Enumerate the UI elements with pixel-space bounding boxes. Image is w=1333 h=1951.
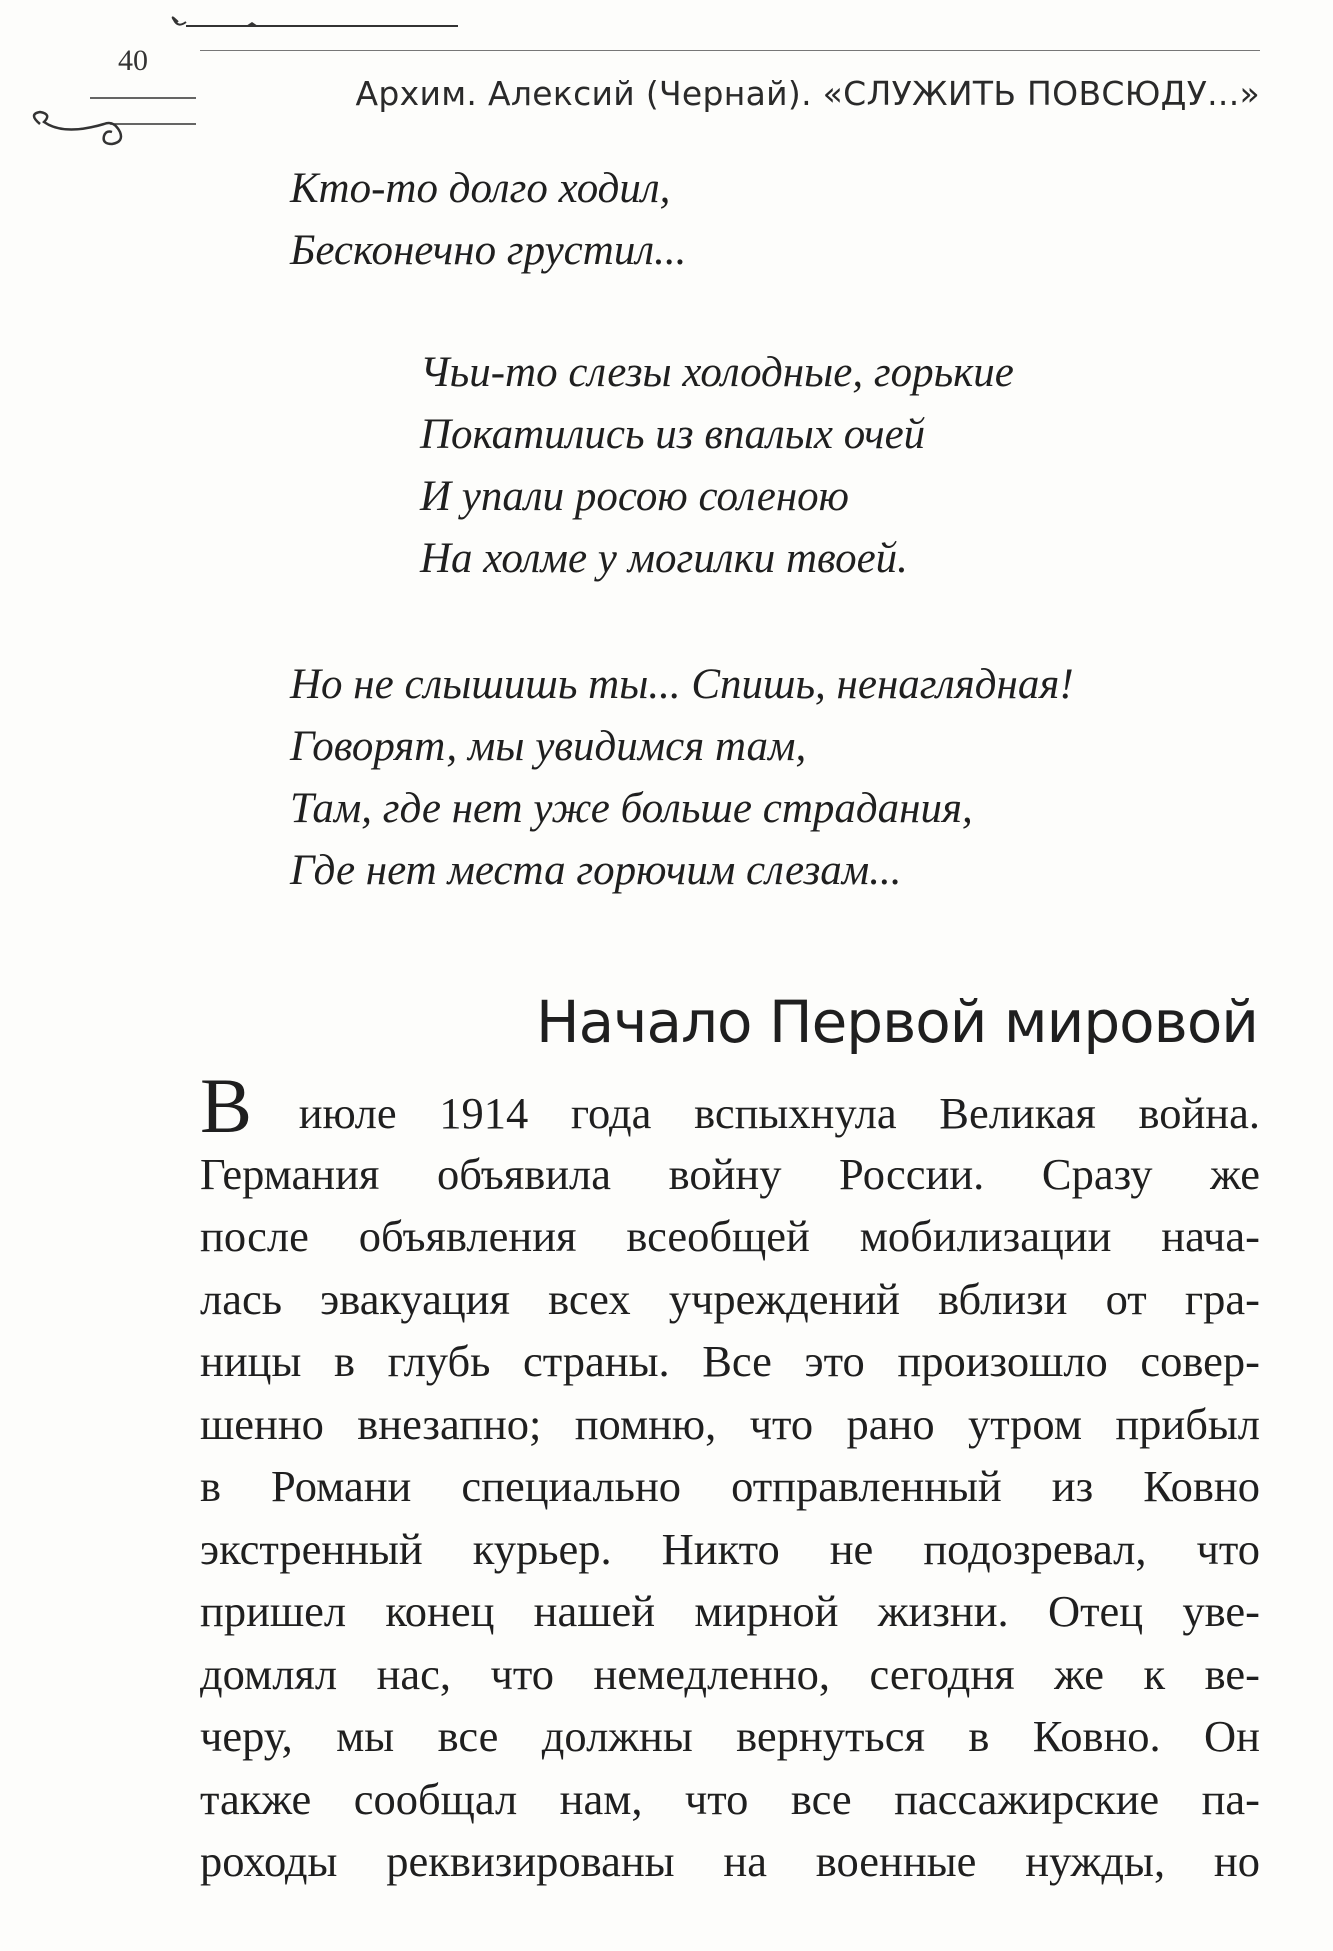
- header-rule: [200, 50, 1260, 51]
- section-body: [200, 1062, 1260, 1893]
- poem-stanza-2: [420, 342, 1014, 590]
- poem-line: Где нет места горючим слезам...: [290, 847, 902, 894]
- poem-line: Говорят, мы увидимся там,: [290, 723, 807, 770]
- poem-line: Там, где нет уже больше страдания,: [290, 785, 973, 832]
- body-line-first: [200, 1062, 1260, 1149]
- body-line: лась эвакуация всех учреждений вблизи от гра-: [200, 1273, 1260, 1324]
- body-line: роходы реквизированы на военные нужды, но: [200, 1836, 1260, 1886]
- poem-line: Кто-то долго ходил,: [290, 165, 671, 212]
- poem-line: Покатились из впалых очей: [420, 411, 926, 458]
- poem-stanza-1: [290, 158, 686, 282]
- body-line: Германия объявила войну России. Сразу же: [200, 1148, 1260, 1199]
- running-head: Архим. Алексий (Чернай). «СЛУЖИТЬ ПОВСЮДУ...»: [355, 74, 1260, 113]
- body-line: черу, мы все должны вернуться в Ковно. Он: [200, 1711, 1260, 1761]
- body-line: также сообщал нам, что все пассажирские па-: [200, 1773, 1260, 1824]
- drop-cap: В: [200, 1062, 253, 1149]
- page-number: 40: [118, 44, 148, 77]
- body-line: домлял нас, что немедленно, сегодня же к ве-: [200, 1648, 1260, 1699]
- poem-line: Бесконечно грустил...: [290, 227, 687, 274]
- poem-line: Чьи-то слезы холодные, горькие: [420, 349, 1014, 396]
- section-title: Начало Первой мировой: [536, 988, 1258, 1056]
- body-line-text: июле 1914 года вспыхнула Великая война.: [256, 1088, 1260, 1138]
- poem-line: Но не слышишь ты... Спишь, ненаглядная!: [290, 661, 1074, 708]
- body-line: пришел конец нашей мирной жизни. Отец уве-: [200, 1586, 1260, 1636]
- poem-line: На холме у могилки твоей.: [420, 535, 908, 582]
- body-line: после объявления всеобщей мобилизации нача-: [200, 1211, 1260, 1261]
- poem-line: И упали росою соленою: [420, 473, 849, 520]
- body-line: экстренный курьер. Никто не подозревал, что: [200, 1523, 1260, 1574]
- poem-stanza-3: [290, 654, 1074, 902]
- body-line: ницы в глубь страны. Все это произошло совер-: [200, 1336, 1260, 1386]
- body-line: в Романи специально отправленный из Ковно: [200, 1461, 1260, 1511]
- body-line: шенно внезапно; помню, что рано утром прибыл: [200, 1398, 1260, 1449]
